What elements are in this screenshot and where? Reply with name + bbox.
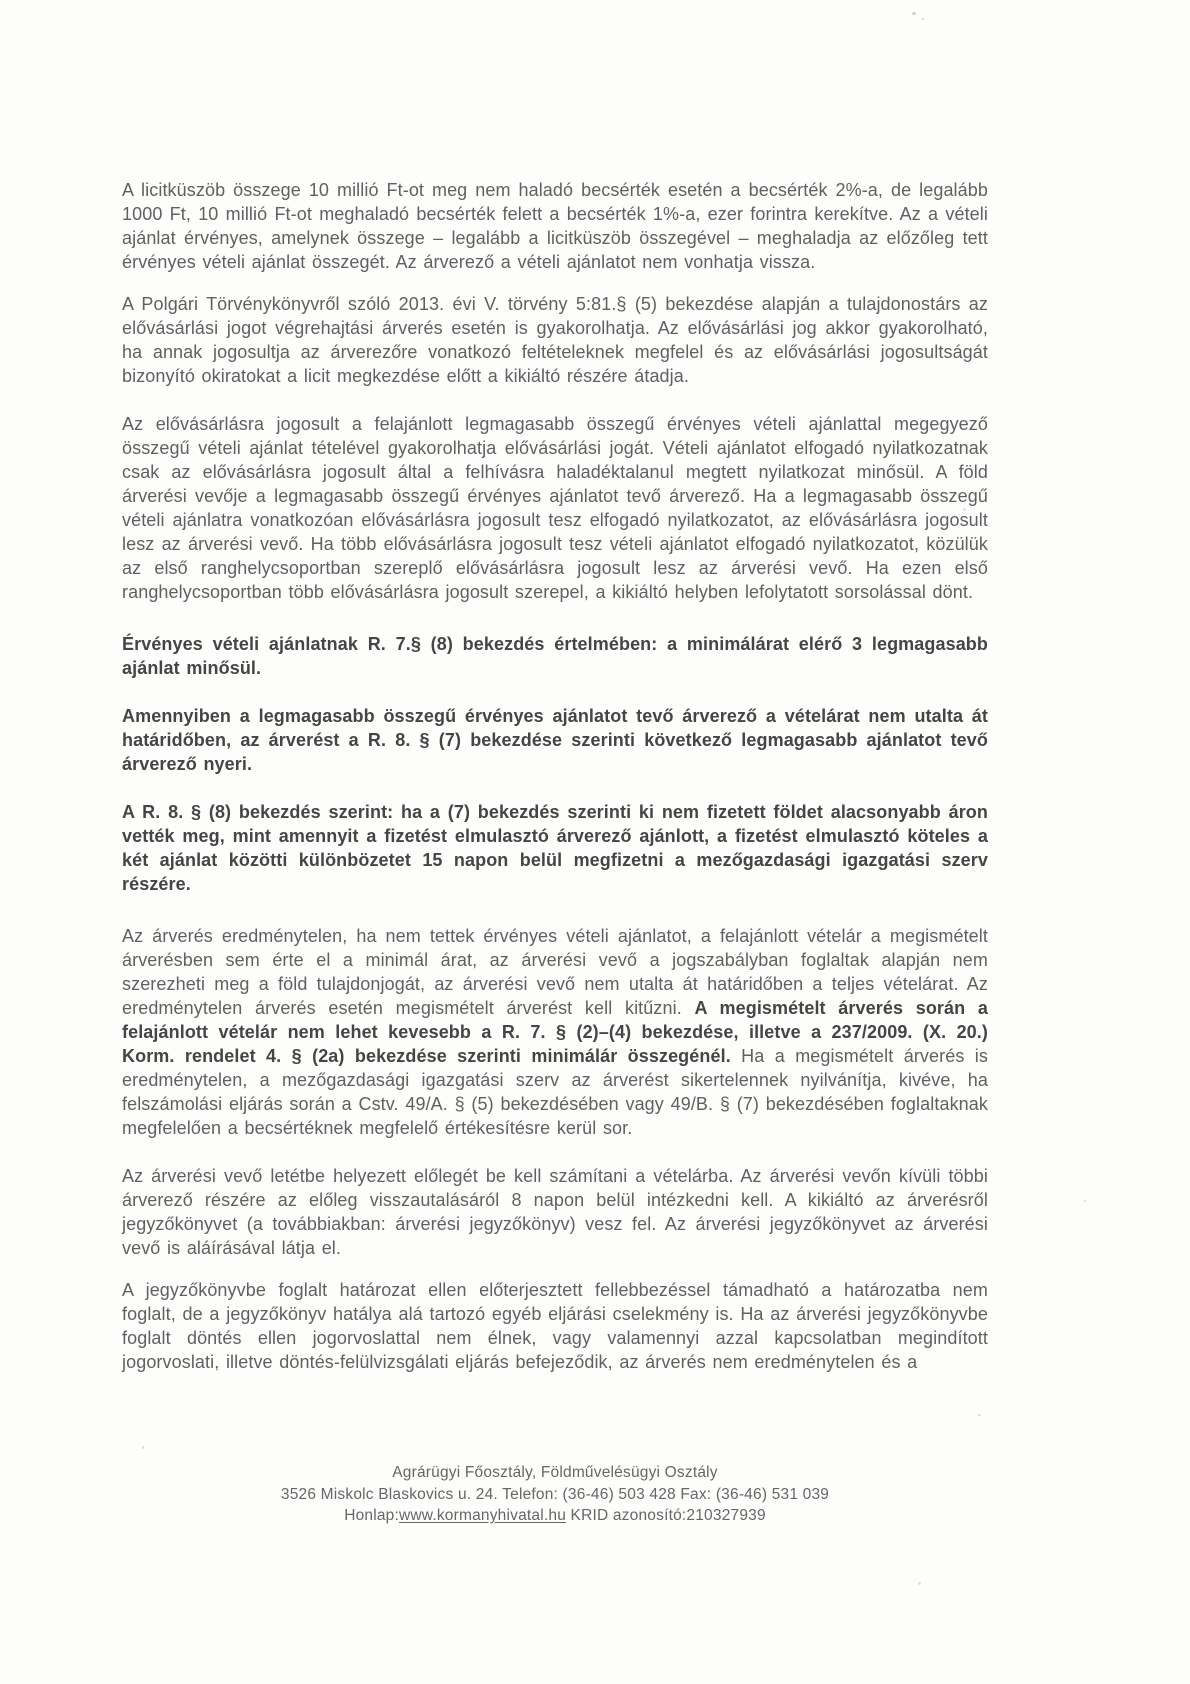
footer-website-line: [122, 1505, 988, 1527]
paragraph-amennyiben-bold: Amennyiben a legmagasabb összegű érvényes ajánlatot tevő árverező a vételárat nem utalta át határidőben, az árverést a R. 8. § (7) bekezdése szerinti következő legmagasabb ajánlatot tevő árverező nyeri.: [122, 706, 988, 774]
footer-department-line: Agrárügyi Főosztály, Földművelésügyi Osztály: [392, 1464, 718, 1481]
paragraph-r8-bekezdes-bold: A R. 8. § (8) bekezdés szerint: ha a (7) bekezdés szerinti ki nem fizetett földet alacsonyabb áron vették meg, mint amennyit a fizetést elmulasztó árverező ajánlott, a fizetést elmulasztó köteles a két ajánlat közötti különbözetet 15 napon belül megfizetni a mezőgazdasági igazgatási szerv részére.: [122, 802, 988, 894]
paragraph-eloleg-jegyzokonyv: Az árverési vevő letétbe helyezett előlegét be kell számítani a vételárba. Az árverési vevőn kívüli többi árverező részére az előleg visszautalásáról 8 napon belül intézkedni kell. A kikiáltó az árverésről jegyzőkönyvet (a továbbiakban: árverési jegyzőkönyv) vesz fel. Az árverési jegyzőkönyvet az árverési vevő is aláírásával látja el.: [122, 1166, 988, 1258]
footer-address-line: 3526 Miskolc Blaskovics u. 24. Telefon: (36-46) 503 428 Fax: (36-46) 531 039: [280, 1485, 830, 1503]
scan-speck: [912, 12, 916, 15]
scan-speck: [922, 18, 924, 20]
scan-speck: [1084, 1200, 1086, 1202]
paragraph-segment-normal: Ha a megismételt árverés is eredménytelen, a mezőgazdasági igazgatási szerv az árverést sikertelennek nyilvánítja, kivéve, ha felszámolási eljárás során a Cstv. 49/A. § (5) bekezdésében vagy 49/B. § (7) bekezdésében foglaltaknak megfelelően a becsértéknek megfelelő értékesítésre kerül sor.: [122, 1046, 988, 1138]
paragraph-licitkuszob: A licitküszöb összege 10 millió Ft-ot meg nem haladó becsérték esetén a becsérték 2%-a, de legalább 1000 Ft, 10 millió Ft-ot meghaladó becsérték felett a becsérték 1%-a, ezer forintra kerekítve. Az a vételi ajánlat érvényes, amelynek összege – legalább a licitküszöb összegével – meghaladja az előzőleg tett érvényes vételi ajánlat összegét. Az árverező a vételi ajánlatot nem vonhatja vissza.: [122, 180, 988, 272]
paragraph-elovasarlasra-jogosult: Az elővásárlásra jogosult a felajánlott legmagasabb összegű érvényes vételi ajánlattal megegyező összegű vételi ajánlat tételével gyakorolhatja elővásárlási jogát. Vételi ajánlatot elfogadó nyilatkozatnak csak az elővásárlásra jogosult által a felhívásra haladéktalanul megtett nyilatkozat minősül. A föld árverési vevője a legmagasabb összegű érvényes ajánlatot tevő árverező. Ha a legmagasabb összegű vételi ajánlatra vonatkozóan elővásárlásra jogosult tesz elfogadó nyilatkozatot, az elővásárlásra jogosult lesz az árverési vevő. Ha több elővásárlásra jogosult tesz vételi ajánlatot elfogadó nyilatkozatot, közülük az első ranghelycsoportban szereplő elővásárlásra jogosult lesz az árverési vevő. Ha ezen első ranghelycsoportban több elővásárlásra jogosult szerepel, a kikiáltó helyben lefolytatott sorsolással dönt.: [122, 414, 988, 602]
document-footer: [122, 1462, 988, 1527]
footer-website-label: Honlap:: [344, 1507, 400, 1524]
scan-speck: [142, 1446, 144, 1449]
website-url: www.kormanyhivatal.hu: [399, 1507, 567, 1524]
paragraph-ptk-elovasarlas: A Polgári Törvénykönyvről szóló 2013. évi V. törvény 5:81.§ (5) bekezdése alapján a tulajdonostárs az elővásárlási jogot végrehajtási árverés esetén is gyakorolhatja. Az elővásárlási jog akkor gyakorolható, ha annak jogosultja az árverezőre vonatkozó feltételeknek megfelel és az elővásárlási jogosultságát bizonyító okiratokat a licit megkezdése előtt a kikiáltó részére átadja.: [122, 294, 988, 386]
paragraph-segment-normal: Az árverés eredménytelen, ha nem tettek érvényes vételi ajánlatot, a felajánlott vételár a megismételt árverésben sem érte el a minimál árat, az árverési vevő a jogszabályban foglaltak alapján nem szerezheti meg a föld tulajdonjogát, az árverési vevő nem utalta át határidőben a teljes vételárat. Az eredménytelen árverés esetén megismételt árverést kell kitűzni.: [122, 926, 988, 1018]
paragraph-jegyzokonyv-hatarozat: A jegyzőkönyvbe foglalt határozat ellen előterjesztett fellebbezéssel támadható a határozatba nem foglalt, de a jegyzőkönyv hatálya alá tartozó egyéb eljárási cselekmény is. Ha az árverési jegyzőkönyvbe foglalt döntés ellen jogorvoslattal nem élnek, vagy valamennyi azzal kapcsolatban megindított jogorvoslati, illetve döntés-felülvizsgálati eljárás befejeződik, az árverés nem eredménytelen és a: [122, 1280, 988, 1372]
footer-krid: KRID azonosító:210327939: [566, 1507, 766, 1524]
scan-speck: [978, 1414, 981, 1416]
paragraph-arveres-eredmenytelen: [122, 924, 988, 1140]
scan-speck: [918, 1582, 921, 1585]
paragraph-ervenyes-ajanlat-bold: Érvényes vételi ajánlatnak R. 7.§ (8) bekezdés értelmében: a minimálárat elérő 3 legmagasabb ajánlat minősül.: [122, 634, 988, 678]
paragraph-segment-bold: A megismételt árverés során a felajánlott vételár nem lehet kevesebb a R. 7. § (2)–(4) bekezdése, illetve a 237/2009. (X. 20.) Korm. rendelet 4. § (2a) bekezdése szerinti minimálár összegénél.: [122, 998, 988, 1066]
document-body: [122, 178, 988, 1396]
